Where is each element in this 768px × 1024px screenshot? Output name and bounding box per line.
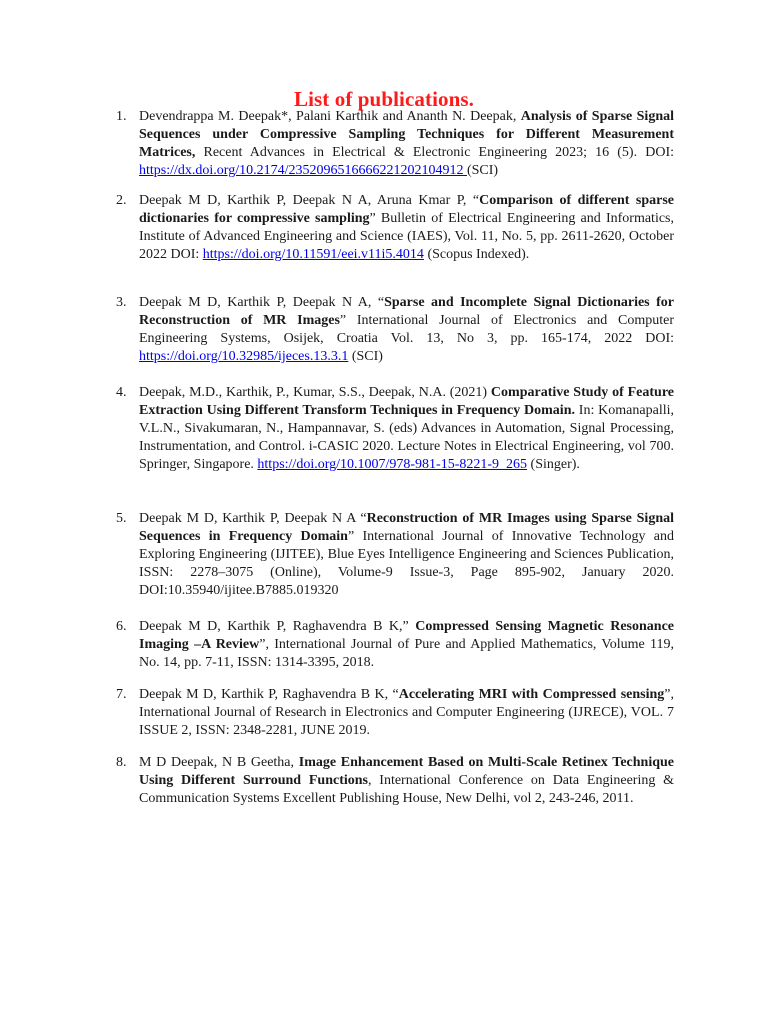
index-note: (SCI) — [348, 349, 383, 364]
doi-link[interactable]: https://dx.doi.org/10.2174/2352096516666221202104912 — [139, 163, 467, 178]
page-title: List of publications. — [293, 87, 475, 111]
item-number: 8. — [116, 755, 127, 770]
authors: Deepak M D, Karthik P, Deepak N A, Aruna Kmar P, “ — [139, 193, 480, 208]
paper-title: Image Enhancement Based on Multi-Scale Retinex Technique Using Different Surround Functions — [139, 755, 674, 788]
publication-item — [116, 384, 675, 474]
authors: Deepak M D, Karthik P, Raghavendra B K, “ — [139, 687, 399, 702]
doi-link[interactable]: https://doi.org/10.11591/eei.v11i5.4014 — [202, 247, 424, 262]
item-number: 7. — [116, 687, 127, 702]
authors: Deepak, M.D., Karthik, P., Kumar, S.S., Deepak, N.A. (2021) — [139, 385, 491, 400]
authors: Devendrappa M. Deepak*, Palani Karthik and Ananth N. Deepak, — [139, 109, 521, 124]
publication-item — [116, 686, 674, 740]
publication-item — [116, 510, 674, 600]
venue: ”, International Journal of Research in Electronics and Computer Engineering (IJRECE), VOL. 7 ISSUE 2, ISSN: 2348-2281, JUNE 2019. — [139, 687, 674, 738]
doi-link[interactable]: https://doi.org/10.32985/ijeces.13.3.1 — [139, 349, 349, 364]
doi-link[interactable]: https://doi.org/10.1007/978-981-15-8221-9_265 — [257, 457, 528, 472]
venue: ”, International Journal of Pure and Applied Mathematics, Volume 119, No. 14, pp. 7-11, ISSN: 1314-3395, 2018. — [139, 637, 674, 670]
authors: Deepak M D, Karthik P, Deepak N A, “ — [139, 295, 385, 310]
venue: ” International Journal of Electronics and Computer Engineering Systems, Osijek, Croatia Vol. 13, No 3, pp. 165-174, 2022 DOI: — [139, 313, 675, 346]
venue: ” Bulletin of Electrical Engineering and Informatics, Institute of Advanced Engineering and Science (IAES), Vol. 11, No. 5, pp. 2611-2620, October 2022 DOI: — [139, 211, 674, 262]
paper-title: Analysis of Sparse Signal Sequences under Compressive Sampling Techniques for Different Measurement Matrices, — [139, 109, 674, 160]
paper-title: Comparison of different sparse dictionaries for compressive sampling — [139, 193, 674, 226]
publication-item — [116, 192, 674, 264]
item-number: 6. — [116, 619, 127, 634]
venue: ” International Journal of Innovative Technology and Exploring Engineering (IJITEE), Blue Eyes Intelligence Engineering and Sciences Publication, ISSN: 2278–3075 (Online), Volume-9 Issue-3, Page 895-902, January 2020. DOI:10.35940/ijitee.B7885.019320 — [139, 529, 674, 598]
item-number: 2. — [116, 193, 127, 208]
index-note: (SCI) — [466, 163, 499, 178]
index-note: (Scopus Indexed). — [423, 247, 530, 262]
publication-item — [116, 108, 674, 180]
index-note: (Singer). — [527, 457, 580, 472]
paper-title: Sparse and Incomplete Signal Dictionaries for Reconstruction of MR Images — [139, 295, 674, 328]
item-number: 4. — [116, 385, 127, 400]
paper-title: Comparative Study of Feature Extraction Using Different Transform Techniques in Frequency Domain. — [139, 385, 675, 418]
authors: Deepak M D, Karthik P, Raghavendra B K,” — [139, 619, 416, 634]
publication-item — [116, 294, 675, 366]
venue: , International Conference on Data Engineering & Communication Systems Excellent Publishing House, New Delhi, vol 2, 243-246, 2011. — [139, 773, 675, 806]
paper-title: Accelerating MRI with Compressed sensing — [398, 687, 665, 702]
item-number: 5. — [116, 511, 127, 526]
paper-title: Compressed Sensing Magnetic Resonance Imaging –A Review — [139, 619, 675, 652]
authors: Deepak M D, Karthik P, Deepak N A “ — [139, 511, 367, 526]
item-number: 1. — [116, 109, 127, 124]
item-number: 3. — [116, 295, 127, 310]
publication-item — [116, 754, 675, 808]
venue: In: Komanapalli, V.L.N., Sivakumaran, N., Hampannavar, S. (eds) Advances in Automation, Signal Processing, Instrumentation, and Control. i-CASIC 2020. Lecture Notes in Electrical Engineering, vol 700. Springer, Singapore. — [139, 403, 674, 472]
publication-item — [116, 618, 675, 672]
authors: M D Deepak, N B Geetha, — [139, 755, 299, 770]
venue: Recent Advances in Electrical & Electronic Engineering 2023; 16 (5). DOI: — [195, 145, 674, 160]
paper-title: Reconstruction of MR Images using Sparse Signal Sequences in Frequency Domain — [139, 511, 674, 544]
